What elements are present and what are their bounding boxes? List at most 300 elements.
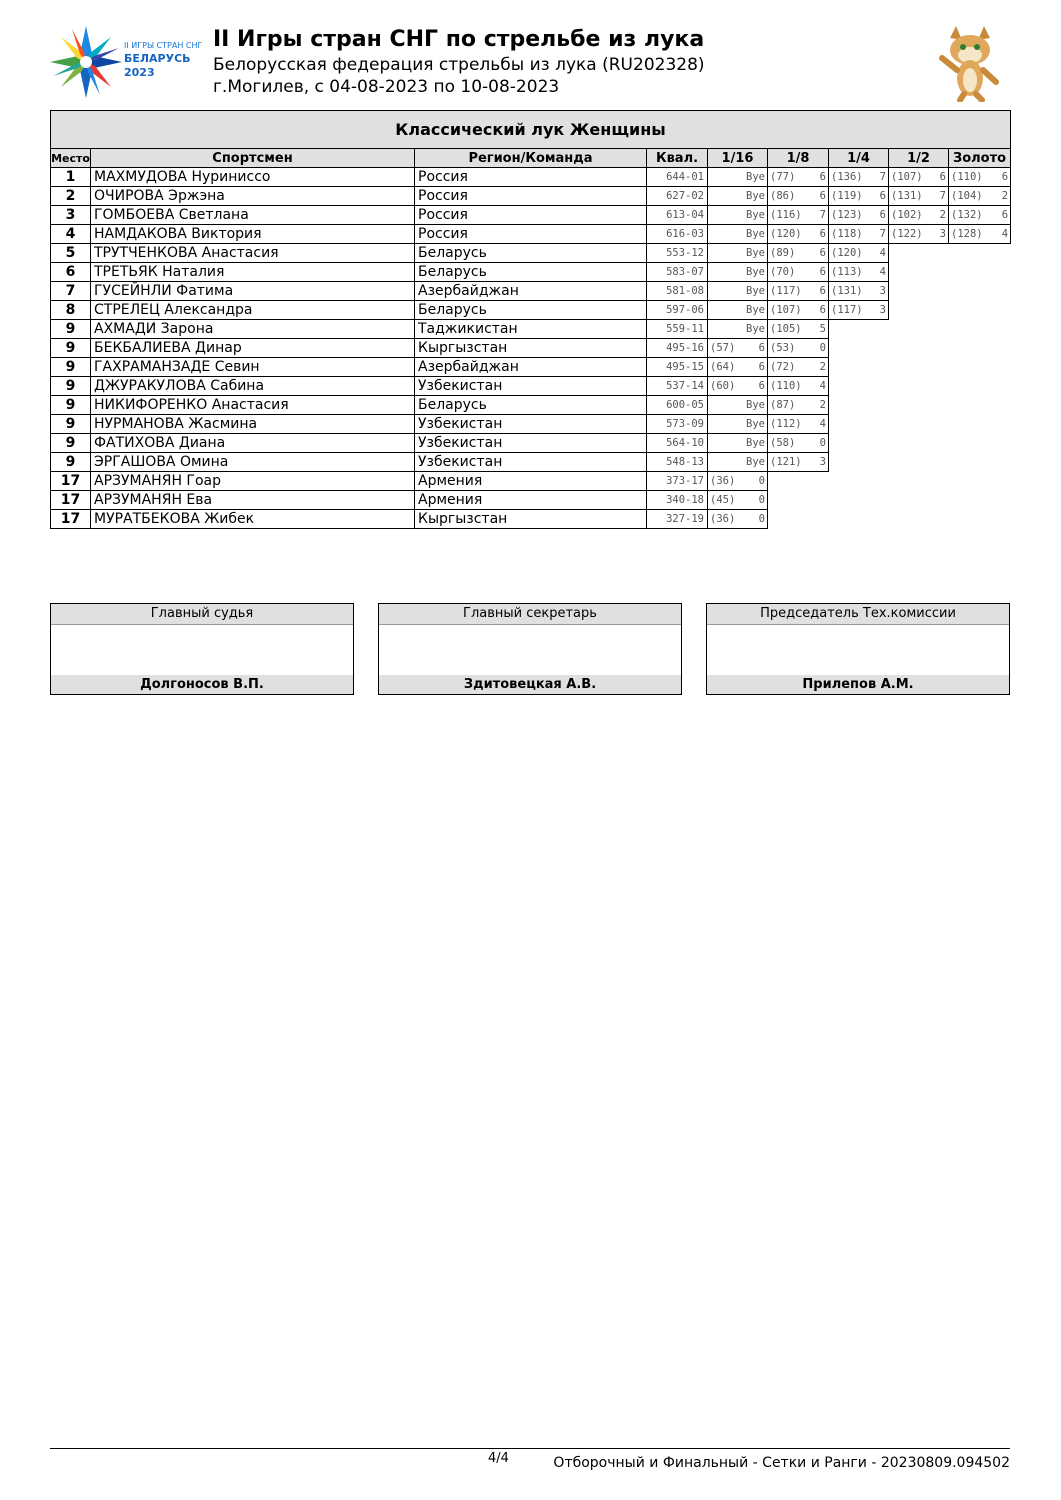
place-cell: 8 [51, 301, 91, 320]
region-cell: Узбекистан [415, 415, 647, 434]
match-score: (87) [770, 399, 796, 411]
table-row [51, 263, 1011, 282]
empty-cell [829, 453, 889, 472]
table-row [51, 415, 1011, 434]
match-result [708, 323, 767, 335]
table-row [51, 472, 1011, 491]
region-cell: Кыргызстан [415, 339, 647, 358]
match-result [889, 228, 948, 240]
empty-cell [889, 377, 949, 396]
athlete-cell: МУРАТБЕКОВА Жибек [91, 510, 415, 529]
match-result [768, 247, 828, 259]
round-cell [768, 415, 829, 434]
table-row [51, 244, 1011, 263]
match-result [829, 228, 888, 240]
match-result [708, 399, 767, 411]
col-place: Место [51, 149, 91, 168]
region-cell: Россия [415, 206, 647, 225]
match-result [768, 437, 828, 449]
document-header [213, 26, 705, 98]
place-cell: 2 [51, 187, 91, 206]
place-cell: 1 [51, 168, 91, 187]
athlete-cell: СТРЕЛЕЦ Александра [91, 301, 415, 320]
table-row [51, 396, 1011, 415]
match-result [889, 171, 948, 183]
round-cell [768, 396, 829, 415]
empty-cell [949, 396, 1011, 415]
match-result [889, 190, 948, 202]
empty-cell [949, 510, 1011, 529]
round-cell [949, 187, 1011, 206]
match-result [829, 190, 888, 202]
match-score: (36) [710, 513, 736, 525]
match-score: Bye [746, 247, 765, 259]
match-score: (132) [951, 209, 983, 221]
match-result [708, 475, 767, 487]
match-result [829, 304, 888, 316]
match-result [949, 190, 1010, 202]
empty-cell [949, 472, 1011, 491]
place-cell: 17 [51, 491, 91, 510]
table-row [51, 225, 1011, 244]
place-cell: 9 [51, 415, 91, 434]
signature-name: Прилепов А.М. [707, 675, 1009, 694]
match-score: (57) [710, 342, 736, 354]
mascot-lynx [930, 24, 1010, 102]
region-cell: Узбекистан [415, 377, 647, 396]
region-cell: Беларусь [415, 396, 647, 415]
athlete-cell: АХМАДИ Зарона [91, 320, 415, 339]
match-result [889, 209, 948, 221]
round-cell [708, 225, 768, 244]
match-score: (104) [951, 190, 983, 202]
logo-line2: БЕЛАРУСЬ [124, 52, 191, 65]
empty-cell [889, 491, 949, 510]
results-table [50, 110, 1011, 529]
match-score: (123) [831, 209, 863, 221]
set-points: 2 [819, 361, 826, 373]
place-cell: 17 [51, 510, 91, 529]
round-cell [768, 453, 829, 472]
place-cell: 7 [51, 282, 91, 301]
empty-cell [949, 282, 1011, 301]
set-points: 5 [819, 323, 826, 335]
athlete-cell: ФАТИХОВА Диана [91, 434, 415, 453]
empty-cell [889, 472, 949, 491]
match-result [768, 342, 828, 354]
qual-cell: 327-19 [647, 510, 708, 529]
round-cell [768, 301, 829, 320]
athlete-cell: МАХМУДОВА Нуринисс​о [91, 168, 415, 187]
set-points: 6 [819, 266, 826, 278]
round-cell [768, 168, 829, 187]
match-score: (36) [710, 475, 736, 487]
empty-cell [829, 434, 889, 453]
set-points: 6 [819, 304, 826, 316]
set-points: 6 [1001, 171, 1009, 183]
set-points: 0 [758, 513, 765, 525]
region-cell: Узбекистан [415, 453, 647, 472]
empty-cell [829, 358, 889, 377]
qual-cell: 644-01 [647, 168, 708, 187]
match-score: (89) [770, 247, 796, 259]
footer-divider [50, 1448, 1010, 1449]
match-score: (116) [770, 209, 802, 221]
region-cell: Беларусь [415, 263, 647, 282]
match-result [768, 361, 828, 373]
set-points: 6 [758, 380, 765, 392]
empty-cell [829, 491, 889, 510]
match-score: Bye [746, 399, 765, 411]
table-row [51, 510, 1011, 529]
table-row [51, 168, 1011, 187]
match-score: (128) [951, 228, 983, 240]
match-score: (72) [770, 361, 796, 373]
empty-cell [889, 510, 949, 529]
round-cell [949, 168, 1011, 187]
round-cell [708, 396, 768, 415]
match-result [708, 209, 767, 221]
region-cell: Армения [415, 491, 647, 510]
qual-cell: 581-08 [647, 282, 708, 301]
place-cell: 6 [51, 263, 91, 282]
place-cell: 3 [51, 206, 91, 225]
empty-cell [949, 244, 1011, 263]
col-r8: 1/8 [768, 149, 829, 168]
athlete-cell: ОЧИРОВА Эржэна [91, 187, 415, 206]
place-cell: 9 [51, 339, 91, 358]
set-points: 6 [819, 228, 826, 240]
qual-cell: 613-04 [647, 206, 708, 225]
empty-cell [829, 339, 889, 358]
athlete-cell: АРЗУМАНЯН Ева [91, 491, 415, 510]
set-points: 2 [819, 399, 826, 411]
place-cell: 4 [51, 225, 91, 244]
match-result [708, 285, 767, 297]
qual-cell: 548-13 [647, 453, 708, 472]
match-score: (60) [710, 380, 736, 392]
match-score: (118) [831, 228, 863, 240]
empty-cell [829, 377, 889, 396]
set-points: 7 [879, 171, 886, 183]
qual-cell: 573-09 [647, 415, 708, 434]
match-score: Bye [746, 228, 765, 240]
set-points: 4 [819, 380, 826, 392]
col-r4: 1/4 [829, 149, 889, 168]
round-cell [889, 187, 949, 206]
match-result [708, 342, 767, 354]
round-cell [768, 339, 829, 358]
round-cell [708, 339, 768, 358]
round-cell [768, 434, 829, 453]
match-result [768, 209, 828, 221]
match-result [708, 494, 767, 506]
athlete-cell: ГУСЕЙНЛИ Фатима [91, 282, 415, 301]
round-cell [708, 453, 768, 472]
round-cell [708, 358, 768, 377]
empty-cell [949, 453, 1011, 472]
round-cell [829, 225, 889, 244]
empty-cell [829, 415, 889, 434]
qual-cell: 559-11 [647, 320, 708, 339]
set-points: 6 [939, 171, 946, 183]
match-result [768, 190, 828, 202]
organizer-line: Белорусская федерация стрельбы из лука (RU202328) [213, 55, 705, 75]
logo-line1: II ИГРЫ СТРАН СНГ [124, 41, 202, 50]
logo-line3: 2023 [124, 66, 155, 79]
round-cell [708, 434, 768, 453]
round-cell [829, 168, 889, 187]
match-result [708, 171, 767, 183]
empty-cell [949, 358, 1011, 377]
table-row [51, 491, 1011, 510]
col-athlete: Спортсмен [91, 149, 415, 168]
match-result [768, 171, 828, 183]
match-score: (112) [770, 418, 802, 430]
athlete-cell: ГАХРАМАНЗАДЕ Севин [91, 358, 415, 377]
match-result [708, 247, 767, 259]
empty-cell [889, 453, 949, 472]
match-result [708, 513, 767, 525]
set-points: 4 [1001, 228, 1009, 240]
round-cell [768, 206, 829, 225]
empty-cell [949, 339, 1011, 358]
region-cell: Беларусь [415, 244, 647, 263]
athlete-cell: ТРЕТЬЯК Наталия [91, 263, 415, 282]
round-cell [768, 263, 829, 282]
set-points: 0 [758, 475, 765, 487]
match-result [768, 285, 828, 297]
match-score: (122) [891, 228, 923, 240]
match-result [708, 304, 767, 316]
match-score: (58) [770, 437, 796, 449]
round-cell [708, 282, 768, 301]
place-cell: 9 [51, 320, 91, 339]
match-result [708, 456, 767, 468]
signature-name: Здитовецкая А.В. [379, 675, 681, 694]
match-score: (113) [831, 266, 863, 278]
set-points: 6 [1001, 209, 1009, 221]
round-cell [889, 206, 949, 225]
event-logo-icon [50, 24, 202, 100]
qual-cell: 627-02 [647, 187, 708, 206]
round-cell [708, 263, 768, 282]
set-points: 6 [879, 209, 886, 221]
region-cell: Армения [415, 472, 647, 491]
set-points: 6 [819, 285, 826, 297]
round-cell [708, 491, 768, 510]
athlete-cell: ДЖУРАКУЛОВА Сабина [91, 377, 415, 396]
round-cell [708, 206, 768, 225]
match-score: Bye [746, 456, 765, 468]
match-score: Bye [746, 323, 765, 335]
signature-role: Главный секретарь [379, 604, 681, 625]
table-row [51, 282, 1011, 301]
set-points: 2 [939, 209, 946, 221]
signature-role: Главный судья [51, 604, 353, 625]
match-score: (117) [831, 304, 863, 316]
match-score: (110) [951, 171, 983, 183]
place-cell: 9 [51, 396, 91, 415]
round-cell [768, 282, 829, 301]
round-cell [889, 168, 949, 187]
region-cell: Россия [415, 225, 647, 244]
match-result [708, 437, 767, 449]
col-gold: Золото [949, 149, 1011, 168]
match-score: (107) [891, 171, 923, 183]
region-cell: Таджикистан [415, 320, 647, 339]
match-score: Bye [746, 209, 765, 221]
signature-chief-judge [50, 603, 354, 695]
empty-cell [768, 472, 829, 491]
match-score: (117) [770, 285, 802, 297]
set-points: 0 [819, 437, 826, 449]
empty-cell [829, 510, 889, 529]
set-points: 6 [819, 171, 826, 183]
round-cell [708, 320, 768, 339]
set-points: 3 [879, 304, 886, 316]
table-row [51, 339, 1011, 358]
empty-cell [949, 320, 1011, 339]
match-score: Bye [746, 437, 765, 449]
table-row [51, 187, 1011, 206]
match-score: (70) [770, 266, 796, 278]
empty-cell [949, 491, 1011, 510]
empty-cell [949, 377, 1011, 396]
region-cell: Кыргызстан [415, 510, 647, 529]
lynx-mascot-icon [930, 24, 1010, 102]
athlete-cell: АРЗУМАНЯН Гоар [91, 472, 415, 491]
match-result [708, 190, 767, 202]
qual-cell: 564-10 [647, 434, 708, 453]
round-cell [708, 415, 768, 434]
empty-cell [949, 263, 1011, 282]
match-result [708, 418, 767, 430]
match-result [829, 285, 888, 297]
set-points: 0 [758, 494, 765, 506]
qual-cell: 495-15 [647, 358, 708, 377]
round-cell [768, 358, 829, 377]
match-score: Bye [746, 171, 765, 183]
event-logo [50, 24, 202, 100]
match-result [768, 418, 828, 430]
match-score: (53) [770, 342, 796, 354]
region-cell: Узбекистан [415, 434, 647, 453]
match-score: (120) [831, 247, 863, 259]
match-score: Bye [746, 190, 765, 202]
place-cell: 9 [51, 434, 91, 453]
match-result [708, 361, 767, 373]
empty-cell [829, 472, 889, 491]
place-cell: 9 [51, 377, 91, 396]
empty-cell [829, 396, 889, 415]
round-cell [829, 244, 889, 263]
table-row [51, 320, 1011, 339]
round-cell [768, 244, 829, 263]
match-result [949, 171, 1010, 183]
empty-cell [889, 339, 949, 358]
set-points: 6 [819, 190, 826, 202]
empty-cell [949, 415, 1011, 434]
region-cell: Азербайджан [415, 282, 647, 301]
qual-cell: 616-03 [647, 225, 708, 244]
athlete-cell: БЕКБАЛИЕВА Динар [91, 339, 415, 358]
match-score: (86) [770, 190, 796, 202]
athlete-cell: НИКИФОРЕНКО Анастасия [91, 396, 415, 415]
match-result [949, 228, 1010, 240]
match-result [768, 266, 828, 278]
set-points: 3 [939, 228, 946, 240]
round-cell [889, 225, 949, 244]
round-cell [768, 377, 829, 396]
event-title: II Игры стран СНГ по стрельбе из лука [213, 27, 705, 52]
round-cell [708, 472, 768, 491]
match-score: (102) [891, 209, 923, 221]
match-result [708, 266, 767, 278]
round-cell [768, 225, 829, 244]
match-score: Bye [746, 304, 765, 316]
athlete-cell: НАМДАКОВА Виктория [91, 225, 415, 244]
round-cell [708, 168, 768, 187]
signature-chief-secretary [378, 603, 682, 695]
table-row [51, 358, 1011, 377]
set-points: 6 [879, 190, 886, 202]
qual-cell: 373-17 [647, 472, 708, 491]
region-cell: Азербайджан [415, 358, 647, 377]
region-cell: Россия [415, 187, 647, 206]
region-cell: Россия [415, 168, 647, 187]
match-score: (119) [831, 190, 863, 202]
set-points: 4 [879, 266, 886, 278]
match-score: (131) [891, 190, 923, 202]
empty-cell [949, 301, 1011, 320]
match-score: (121) [770, 456, 802, 468]
qual-cell: 600-05 [647, 396, 708, 415]
place-cell: 9 [51, 358, 91, 377]
match-result [949, 209, 1010, 221]
empty-cell [768, 510, 829, 529]
match-result [708, 380, 767, 392]
set-points: 6 [819, 247, 826, 259]
location-dates: г.Могилев, с 04-08-2023 по 10-08-2023 [213, 77, 560, 97]
place-cell: 9 [51, 453, 91, 472]
col-r2: 1/2 [889, 149, 949, 168]
empty-cell [889, 282, 949, 301]
col-r16: 1/16 [708, 149, 768, 168]
match-score: (120) [770, 228, 802, 240]
set-points: 2 [1001, 190, 1009, 202]
signature-tech-commission [706, 603, 1010, 695]
round-cell [768, 187, 829, 206]
empty-cell [889, 263, 949, 282]
match-result [708, 228, 767, 240]
set-points: 7 [939, 190, 946, 202]
table-row [51, 453, 1011, 472]
empty-cell [949, 434, 1011, 453]
match-result [768, 323, 828, 335]
round-cell [829, 263, 889, 282]
round-cell [949, 206, 1011, 225]
empty-cell [829, 320, 889, 339]
table-row [51, 377, 1011, 396]
round-cell [829, 282, 889, 301]
athlete-cell: ТРУТЧЕНКОВА Анастасия [91, 244, 415, 263]
round-cell [708, 244, 768, 263]
match-score: (110) [770, 380, 802, 392]
set-points: 4 [819, 418, 826, 430]
athlete-cell: ЭРГАШОВА Омина [91, 453, 415, 472]
empty-cell [889, 320, 949, 339]
